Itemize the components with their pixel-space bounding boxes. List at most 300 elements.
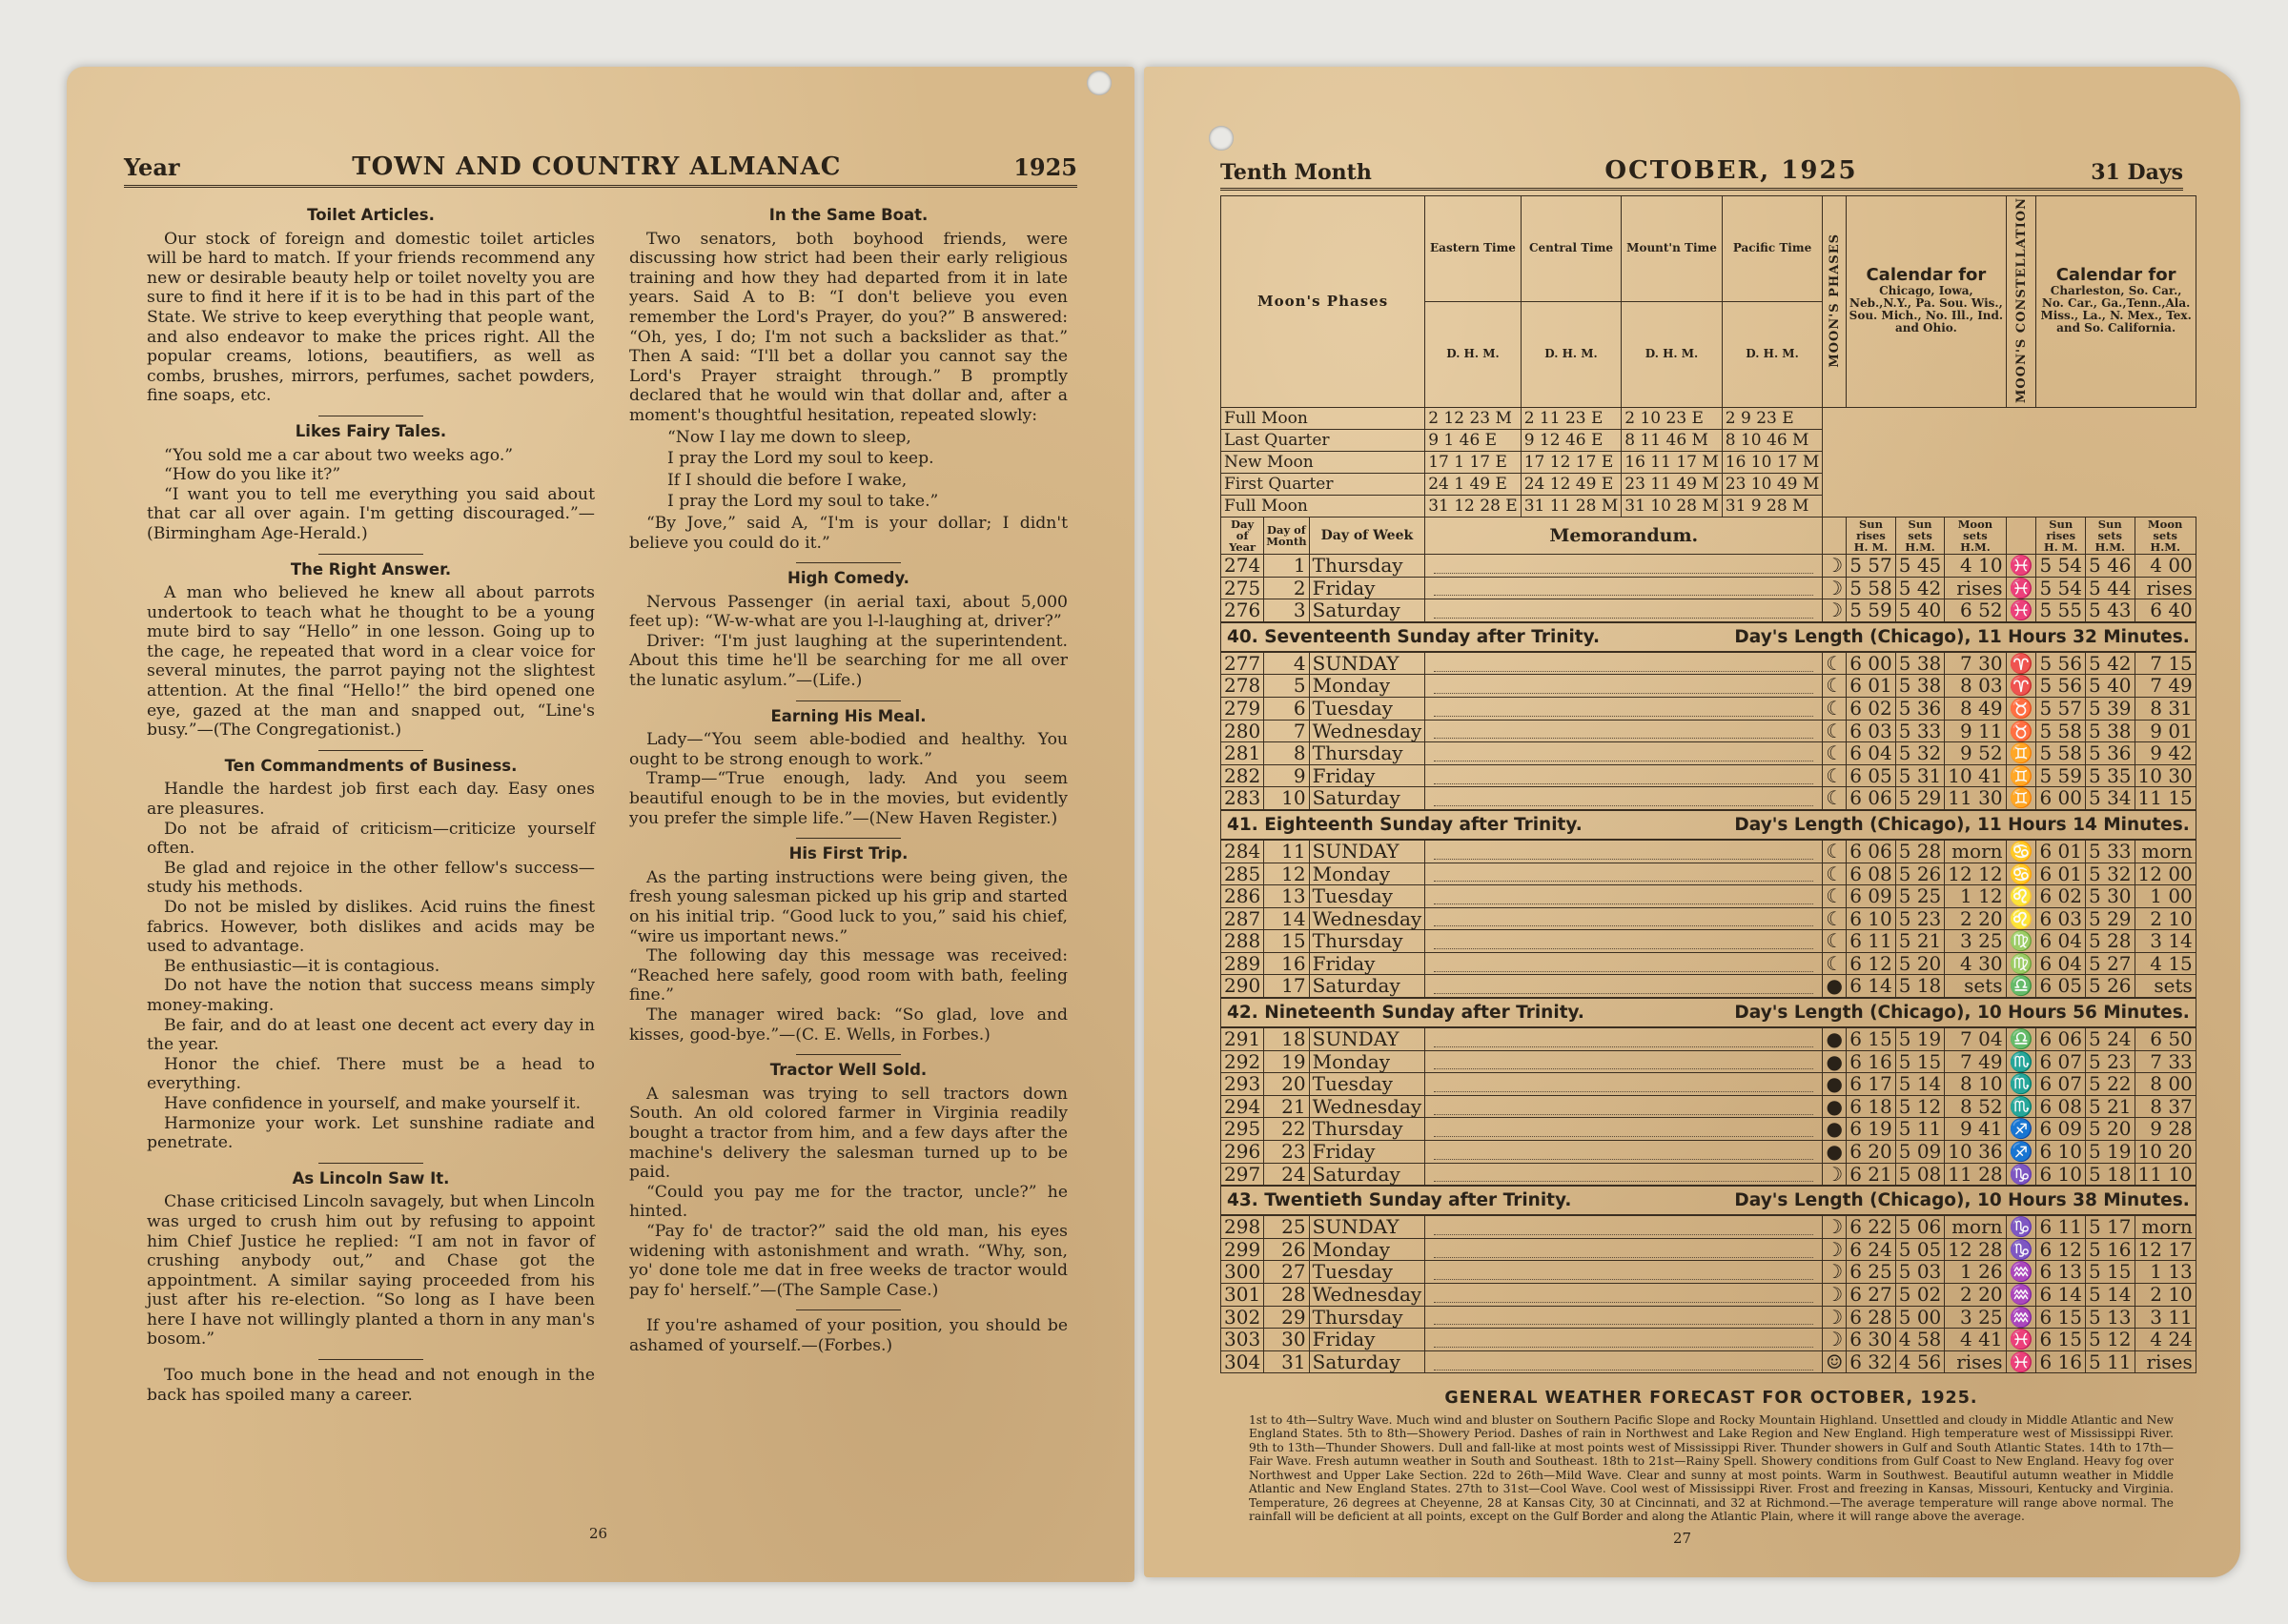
day-of-week: Tuesday	[1309, 697, 1425, 720]
day-of-month: 29	[1264, 1306, 1309, 1329]
day-of-month: 23	[1264, 1141, 1309, 1164]
sunset-chicago: 4 56	[1895, 1350, 1945, 1373]
col-constellation	[2006, 517, 2036, 554]
sunset-charleston: 5 12	[2085, 1329, 2135, 1351]
poem-line: I pray the Lord my soul to keep.	[667, 449, 934, 469]
moonset-charleston: morn	[2135, 1215, 2196, 1238]
day-row	[1221, 1329, 2196, 1351]
col-sunset-2: Sun sets H.M.	[2085, 517, 2135, 554]
day-of-year: 288	[1221, 930, 1264, 953]
memo-dotted-line	[1434, 888, 1813, 904]
moonset-charleston: rises	[2135, 577, 2196, 599]
sunrise-chicago: 6 03	[1847, 720, 1896, 742]
article-paragraph: Too much bone in the head and not enough in the back has spoiled many a career.	[147, 1366, 595, 1405]
memo-dotted-line	[1434, 558, 1813, 574]
day-of-week: Friday	[1309, 764, 1425, 787]
sunset-chicago: 5 45	[1895, 554, 1945, 577]
sunrise-chicago: 6 10	[1847, 907, 1896, 930]
day-of-month: 16	[1264, 952, 1309, 975]
memorandum-line	[1425, 1306, 1823, 1329]
sunset-charleston: 5 17	[2085, 1215, 2135, 1238]
constellation-icon: ♊	[2006, 764, 2036, 787]
day-of-year: 287	[1221, 907, 1264, 930]
day-of-month: 20	[1264, 1073, 1309, 1096]
moon-phase-icon: ☾	[1823, 863, 1847, 885]
moonset-charleston: 9 42	[2135, 742, 2196, 765]
day-row	[1221, 863, 2196, 885]
moon-phase-time: 24 12 49 E	[1521, 473, 1622, 495]
memo-dotted-line	[1434, 865, 1813, 882]
day-of-month: 22	[1264, 1118, 1309, 1141]
sunrise-charleston: 6 12	[2036, 1238, 2086, 1261]
sunday-heading	[1221, 622, 2196, 652]
article-paragraph: A salesman was trying to sell tractors down South. An old colored farmer in Virginia readily bought a tractor from him, and a few days after the machine's delivery the salesman turned up to be paid.	[629, 1084, 1068, 1183]
constellation-icon: ♌	[2006, 885, 2036, 908]
moonset-charleston: 3 14	[2135, 930, 2196, 953]
sunrise-charleston: 5 59	[2036, 764, 2086, 787]
day-of-year: 294	[1221, 1095, 1264, 1118]
left-page-number: 26	[589, 1525, 608, 1542]
moonset-chicago: 3 25	[1945, 1306, 2006, 1329]
memo-dotted-line	[1434, 1031, 1813, 1047]
sunrise-charleston: 5 58	[2036, 742, 2086, 765]
moonset-charleston: 12 17	[2135, 1238, 2196, 1261]
moonset-chicago: 7 04	[1945, 1027, 2006, 1050]
moon-phase-icon: ☽	[1823, 577, 1847, 599]
moonset-charleston: 8 00	[2135, 1073, 2196, 1096]
moon-phase-icon: ☾	[1823, 840, 1847, 863]
moon-phase-icon: ●	[1823, 1027, 1847, 1050]
constellation-icon: ♑	[2006, 1238, 2036, 1261]
article-title: Toilet Articles.	[307, 206, 435, 224]
day-of-month: 24	[1264, 1163, 1309, 1186]
moon-phase-icon: ☾	[1823, 764, 1847, 787]
day-of-year: 297	[1221, 1163, 1264, 1186]
memorandum-line	[1425, 840, 1823, 863]
weather-forecast-title: GENERAL WEATHER FORECAST FOR OCTOBER, 1925.	[1444, 1389, 1978, 1408]
constellation-icon: ♊	[2006, 742, 2036, 765]
sunrise-chicago: 6 01	[1847, 675, 1896, 698]
sunrise-charleston: 6 00	[2036, 787, 2086, 810]
day-of-month: 17	[1264, 975, 1309, 998]
sunset-chicago: 5 40	[1895, 599, 1945, 622]
memo-dotted-line	[1434, 1331, 1813, 1348]
day-row	[1221, 1284, 2196, 1307]
moonset-chicago: 9 52	[1945, 742, 2006, 765]
moonset-charleston: 11 15	[2135, 787, 2196, 810]
sunrise-charleston: 6 01	[2036, 840, 2086, 863]
sunrise-chicago: 6 12	[1847, 952, 1896, 975]
day-of-year: 295	[1221, 1118, 1264, 1141]
day-row	[1221, 554, 2196, 577]
article-paragraph: Chase criticised Lincoln savagely, but when Lincoln was urged to crush him out by refusing to appoint him Chief Justice he replied: “I am not in favor of crushing anybody out,” and Chase got the appointment. A similar saying proceeded from his just after his re-election. “So long as I have been here I have not willingly planted a thorn in any man's bosom.”	[147, 1192, 595, 1350]
moon-phase-time: 2 11 23 E	[1521, 407, 1622, 429]
day-row	[1221, 599, 2196, 622]
sunset-charleston: 5 33	[2085, 840, 2135, 863]
day-length: Day's Length (Chicago), 11 Hours 32 Minutes.	[1734, 626, 2190, 647]
moon-phase-time: 16 10 17 M	[1722, 451, 1823, 473]
moonset-charleston: 9 28	[2135, 1118, 2196, 1141]
sunset-charleston: 5 39	[2085, 697, 2135, 720]
day-of-week: Thursday	[1309, 1306, 1425, 1329]
poem-line: If I should die before I wake,	[667, 470, 908, 490]
col-sunrise-2: Sun rises H. M.	[2036, 517, 2086, 554]
moonset-chicago: 4 30	[1945, 952, 2006, 975]
sunset-chicago: 5 18	[1895, 975, 1945, 998]
day-of-week: Thursday	[1309, 930, 1425, 953]
moonset-chicago: 12 28	[1945, 1238, 2006, 1261]
sunrise-chicago: 5 58	[1847, 577, 1896, 599]
moon-phase-time: 8 10 46 M	[1722, 429, 1823, 451]
moonset-chicago: rises	[1945, 1350, 2006, 1373]
moonset-chicago: 9 11	[1945, 720, 2006, 742]
sunrise-charleston: 6 01	[2036, 863, 2086, 885]
moonset-charleston: 1 13	[2135, 1261, 2196, 1284]
memo-dotted-line	[1434, 1144, 1813, 1160]
constellation-icon: ♓	[2006, 554, 2036, 577]
day-row	[1221, 840, 2196, 863]
sunset-charleston: 5 34	[2085, 787, 2135, 810]
sunrise-chicago: 6 18	[1847, 1095, 1896, 1118]
sunrise-chicago: 6 06	[1847, 840, 1896, 863]
sunrise-charleston: 6 04	[2036, 952, 2086, 975]
day-of-month: 11	[1264, 840, 1309, 863]
moonset-chicago: rises	[1945, 577, 2006, 599]
article-paragraph: As the parting instructions were being given, the fresh young salesman picked up his grip and started on his initial trip. “Good luck to you,” said his chief, “wire us important news.”	[629, 867, 1068, 946]
memorandum-line	[1425, 1073, 1823, 1096]
sunrise-charleston: 6 03	[2036, 907, 2086, 930]
constellation-icon: ♉	[2006, 720, 2036, 742]
article-paragraph: Two senators, both boyhood friends, were discussing how strict had been their early religious training and how they had departed from it in late years. Said A to B: “I don't believe you even remember the Lord's Prayer, do you?” B answered: “Oh, yes, I do; I'm not such a backslider as that.” Then A said: “I'll bet a dollar you cannot say the Lord's Prayer straight through.” B promptly declared that he would win that dollar and, after a moment's thoughtful hesitation, repeated slowly:	[629, 229, 1068, 425]
memo-dotted-line	[1434, 1219, 1813, 1235]
section-rule	[796, 562, 901, 563]
moonset-charleston: sets	[2135, 975, 2196, 998]
constellation-icon: ♉	[2006, 697, 2036, 720]
moonset-chicago: 8 52	[1945, 1095, 2006, 1118]
sunset-charleston: 5 43	[2085, 599, 2135, 622]
day-of-month: 25	[1264, 1215, 1309, 1238]
memo-dotted-line	[1434, 1242, 1813, 1258]
moonset-charleston: 6 40	[2135, 599, 2196, 622]
col-day-of-year: Day of Year	[1221, 517, 1264, 554]
moons-constellation-vertical-header: MOON'S CONSTELLATION	[2006, 196, 2036, 408]
constellation-icon: ♈	[2006, 675, 2036, 698]
sunday-heading-row	[1221, 622, 2196, 652]
memorandum-line	[1425, 1027, 1823, 1050]
sunset-charleston: 5 16	[2085, 1238, 2135, 1261]
moonset-chicago: sets	[1945, 975, 2006, 998]
left-column-1	[147, 200, 595, 1405]
day-of-year: 303	[1221, 1329, 1264, 1351]
moon-phase-name: New Moon	[1221, 451, 1425, 473]
article-title: The Right Answer.	[290, 559, 452, 579]
day-of-month: 10	[1264, 787, 1309, 810]
memorandum-line	[1425, 975, 1823, 998]
sunset-chicago: 5 20	[1895, 952, 1945, 975]
article-paragraph: Do not be afraid of criticism—criticize yourself often.	[147, 819, 595, 859]
day-of-year: 302	[1221, 1306, 1264, 1329]
sunset-charleston: 5 30	[2085, 885, 2135, 908]
day-of-week: Thursday	[1309, 1118, 1425, 1141]
header-days-count: 31 Days	[2091, 160, 2183, 185]
moonset-chicago: 8 03	[1945, 675, 2006, 698]
article-paragraph: Do not have the notion that success means simply money-making.	[147, 976, 595, 1015]
sunset-chicago: 5 36	[1895, 697, 1945, 720]
sunset-chicago: 5 42	[1895, 577, 1945, 599]
constellation-icon: ♓	[2006, 577, 2036, 599]
sunset-charleston: 5 15	[2085, 1261, 2135, 1284]
section-rule	[318, 750, 423, 751]
day-row	[1221, 1215, 2196, 1238]
moon-phase-time: 17 12 17 E	[1521, 451, 1622, 473]
moon-phase-name: First Quarter	[1221, 473, 1425, 495]
sunset-charleston: 5 42	[2085, 652, 2135, 675]
constellation-icon: ♒	[2006, 1306, 2036, 1329]
article-title: His First Trip.	[788, 844, 909, 863]
moon-phase-icon: ☽	[1823, 1215, 1847, 1238]
moonset-charleston: 7 33	[2135, 1050, 2196, 1073]
left-page	[67, 67, 1134, 1582]
memo-dotted-line	[1434, 1053, 1813, 1069]
sunset-charleston: 5 22	[2085, 1073, 2135, 1096]
day-of-year: 293	[1221, 1073, 1264, 1096]
moonset-charleston: 9 01	[2135, 720, 2196, 742]
day-of-month: 31	[1264, 1350, 1309, 1373]
moon-phase-icon: ●	[1823, 1050, 1847, 1073]
moonset-charleston: morn	[2135, 840, 2196, 863]
sunset-charleston: 5 29	[2085, 907, 2135, 930]
sunset-chicago: 5 08	[1895, 1163, 1945, 1186]
moon-phase-time: 31 10 28 M	[1622, 495, 1723, 517]
day-row	[1221, 720, 2196, 742]
day-of-month: 13	[1264, 885, 1309, 908]
constellation-icon: ♌	[2006, 907, 2036, 930]
memo-dotted-line	[1434, 910, 1813, 926]
moon-phase-time: 8 11 46 M	[1622, 429, 1723, 451]
moonset-chicago: 12 12	[1945, 863, 2006, 885]
day-row	[1221, 907, 2196, 930]
sunrise-chicago: 6 00	[1847, 652, 1896, 675]
sunrise-chicago: 6 11	[1847, 930, 1896, 953]
moonset-chicago: 1 26	[1945, 1261, 2006, 1284]
moonset-chicago: 9 41	[1945, 1118, 2006, 1141]
memorandum-line	[1425, 554, 1823, 577]
constellation-icon: ♎	[2006, 975, 2036, 998]
moonset-charleston: 4 15	[2135, 952, 2196, 975]
memorandum-line	[1425, 1141, 1823, 1164]
day-of-year: 276	[1221, 599, 1264, 622]
memorandum-line	[1425, 742, 1823, 765]
header-month: Tenth Month	[1220, 160, 1372, 185]
sunrise-charleston: 6 07	[2036, 1050, 2086, 1073]
sunset-charleston: 5 13	[2085, 1306, 2135, 1329]
moonset-chicago: 10 41	[1945, 764, 2006, 787]
sunrise-charleston: 6 06	[2036, 1027, 2086, 1050]
moonset-chicago: 4 41	[1945, 1329, 2006, 1351]
moon-phase-icon: ☾	[1823, 675, 1847, 698]
section-rule	[796, 1054, 901, 1055]
memorandum-line	[1425, 930, 1823, 953]
day-of-month: 19	[1264, 1050, 1309, 1073]
memorandum-line	[1425, 697, 1823, 720]
day-of-month: 30	[1264, 1329, 1309, 1351]
day-row	[1221, 1095, 2196, 1118]
moonset-charleston: 8 37	[2135, 1095, 2196, 1118]
moonset-chicago: 10 36	[1945, 1141, 2006, 1164]
moon-phase-icon: ☾	[1823, 952, 1847, 975]
article-paragraph: “How do you like it?”	[164, 465, 341, 485]
day-of-month: 27	[1264, 1261, 1309, 1284]
moonset-chicago: 8 49	[1945, 697, 2006, 720]
day-of-month: 9	[1264, 764, 1309, 787]
moonset-charleston: 4 00	[2135, 554, 2196, 577]
sunset-charleston: 5 24	[2085, 1027, 2135, 1050]
moon-phase-icon: ☾	[1823, 787, 1847, 810]
sunrise-chicago: 5 57	[1847, 554, 1896, 577]
sunrise-chicago: 6 28	[1847, 1306, 1896, 1329]
constellation-icon: ♋	[2006, 863, 2036, 885]
moonset-charleston: 12 00	[2135, 863, 2196, 885]
article-paragraph: Be enthusiastic—it is contagious.	[164, 956, 440, 976]
day-row	[1221, 975, 2196, 998]
day-of-week: Wednesday	[1309, 907, 1425, 930]
memo-dotted-line	[1434, 1287, 1813, 1303]
moon-phase-icon: ☾	[1823, 742, 1847, 765]
sunset-chicago: 5 12	[1895, 1095, 1945, 1118]
memo-dotted-line	[1434, 956, 1813, 972]
day-of-week: Saturday	[1309, 975, 1425, 998]
day-of-week: SUNDAY	[1309, 840, 1425, 863]
day-of-month: 7	[1264, 720, 1309, 742]
moonset-chicago: 6 52	[1945, 599, 2006, 622]
day-row	[1221, 952, 2196, 975]
constellation-icon: ♎	[2006, 1027, 2036, 1050]
constellation-icon: ♐	[2006, 1118, 2036, 1141]
day-of-week: Wednesday	[1309, 720, 1425, 742]
zone-pacific: Pacific Time	[1722, 196, 1823, 302]
sunrise-chicago: 6 27	[1847, 1284, 1896, 1307]
memorandum-line	[1425, 1329, 1823, 1351]
moonset-charleston: 2 10	[2135, 907, 2196, 930]
day-length: Day's Length (Chicago), 10 Hours 56 Minutes.	[1734, 1003, 2190, 1024]
day-row	[1221, 1050, 2196, 1073]
moon-phase-icon: ☽	[1823, 599, 1847, 622]
moonset-charleston: 11 10	[2135, 1163, 2196, 1186]
day-row	[1221, 1073, 2196, 1096]
moonset-chicago: morn	[1945, 1215, 2006, 1238]
article-paragraph: The manager wired back: “So glad, love and kisses, good-bye.”—(C. E. Wells, in Forbes.)	[629, 1005, 1068, 1045]
memorandum-line	[1425, 907, 1823, 930]
sunday-heading	[1221, 998, 2196, 1027]
sunset-chicago: 5 05	[1895, 1238, 1945, 1261]
constellation-icon: ♓	[2006, 1350, 2036, 1373]
day-row	[1221, 577, 2196, 599]
sunrise-charleston: 5 57	[2036, 697, 2086, 720]
day-row	[1221, 652, 2196, 675]
sunrise-charleston: 6 10	[2036, 1163, 2086, 1186]
sunrise-chicago: 6 09	[1847, 885, 1896, 908]
sunrise-charleston: 5 58	[2036, 720, 2086, 742]
sunrise-charleston: 6 11	[2036, 1215, 2086, 1238]
article-title: High Comedy.	[787, 569, 909, 588]
weather-forecast	[1249, 1391, 2174, 1524]
day-of-week: Friday	[1309, 1141, 1425, 1164]
memorandum-line	[1425, 1238, 1823, 1261]
memorandum-line	[1425, 675, 1823, 698]
day-row	[1221, 675, 2196, 698]
moon-phase-icon: ●	[1823, 1095, 1847, 1118]
article-paragraph: Handle the hardest job first each day. Easy ones are pleasures.	[147, 780, 595, 820]
moon-phase-time: 23 11 49 M	[1622, 473, 1723, 495]
sunset-chicago: 5 06	[1895, 1215, 1945, 1238]
memo-dotted-line	[1434, 700, 1813, 717]
sunset-charleston: 5 32	[2085, 863, 2135, 885]
sunset-charleston: 5 40	[2085, 675, 2135, 698]
memo-dotted-line	[1434, 768, 1813, 784]
moon-phase-icon: ☽	[1823, 1261, 1847, 1284]
constellation-icon: ♏	[2006, 1073, 2036, 1096]
zone-mountain: Mount'n Time	[1622, 196, 1723, 302]
memo-dotted-line	[1434, 1166, 1813, 1182]
right-page	[1144, 67, 2240, 1577]
col-moonset-1: Moon sets H.M.	[1945, 517, 2006, 554]
section-rule	[796, 700, 901, 701]
col-sunrise-1: Sun rises H. M.	[1847, 517, 1896, 554]
moon-phase-icon: ☾	[1823, 930, 1847, 953]
day-row	[1221, 1027, 2196, 1050]
zone-central: Central Time	[1521, 196, 1622, 302]
moon-phase-name: Full Moon	[1221, 495, 1425, 517]
moon-phase-time: 24 1 49 E	[1425, 473, 1522, 495]
constellation-icon: ♈	[2006, 652, 2036, 675]
day-of-month: 4	[1264, 652, 1309, 675]
article-paragraph: The following day this message was received: “Reached here safely, good room with bath, feeling fine.”	[629, 946, 1068, 1005]
day-of-year: 300	[1221, 1261, 1264, 1284]
moon-phase-row	[1221, 495, 2196, 517]
sunset-charleston: 5 46	[2085, 554, 2135, 577]
moonset-chicago: 8 10	[1945, 1073, 2006, 1096]
sunset-chicago: 5 00	[1895, 1306, 1945, 1329]
sunset-chicago: 5 31	[1895, 764, 1945, 787]
article-paragraph: “Pay fo' de tractor?” said the old man, his eyes widening with astonishment and wrath. “Why, son, yo' done tole me dat in free weeks de tractor would pay fo' herself.”—(The Sample Case.)	[629, 1221, 1068, 1300]
sunrise-charleston: 5 56	[2036, 675, 2086, 698]
sunday-heading-row	[1221, 810, 2196, 840]
day-of-week: Saturday	[1309, 1163, 1425, 1186]
memorandum-line	[1425, 1261, 1823, 1284]
col-day-of-week: Day of Week	[1309, 517, 1425, 554]
sunrise-charleston: 6 04	[2036, 930, 2086, 953]
section-rule	[796, 838, 901, 839]
section-rule	[318, 554, 423, 555]
moon-phase-time: 31 11 28 M	[1521, 495, 1622, 517]
day-of-year: 298	[1221, 1215, 1264, 1238]
sunday-heading	[1221, 810, 2196, 840]
memorandum-line	[1425, 720, 1823, 742]
day-of-week: Thursday	[1309, 554, 1425, 577]
sunrise-charleston: 5 54	[2036, 577, 2086, 599]
moonset-charleston: 10 30	[2135, 764, 2196, 787]
moon-phase-icon: ☾	[1823, 697, 1847, 720]
day-of-month: 15	[1264, 930, 1309, 953]
moonset-chicago: 2 20	[1945, 1284, 2006, 1307]
memorandum-line	[1425, 1350, 1823, 1373]
sunset-chicago: 5 15	[1895, 1050, 1945, 1073]
calendar-charleston: Calendar for Charleston, So. Car., No. Car., Ga.,Tenn.,Ala. Miss., La., N. Mex., Tex. and So. California.	[2036, 196, 2196, 408]
article-paragraph: Have confidence in yourself, and make yourself it.	[164, 1093, 582, 1113]
day-of-year: 283	[1221, 787, 1264, 810]
sunset-charleston: 5 23	[2085, 1050, 2135, 1073]
section-rule	[318, 1163, 423, 1164]
